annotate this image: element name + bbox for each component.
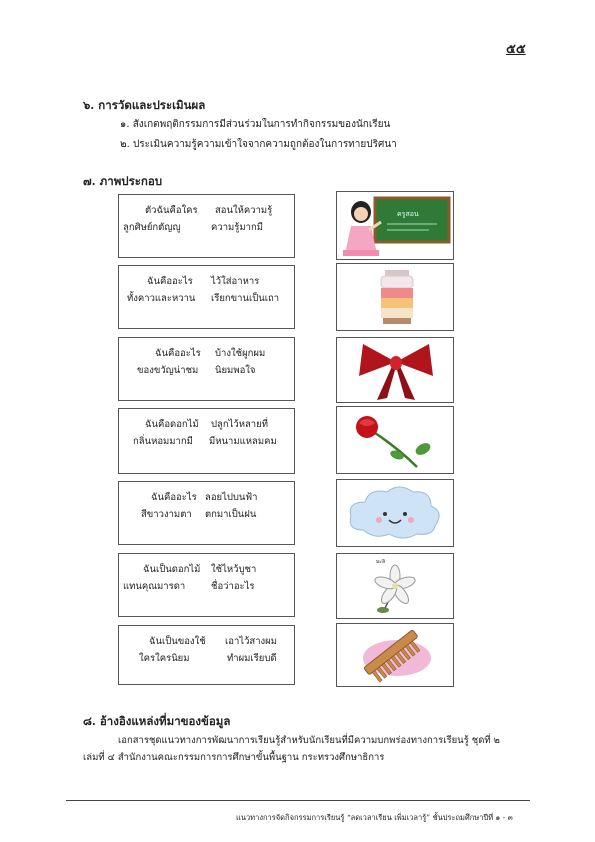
jasmine-flower-icon (337, 554, 454, 619)
picture-box (336, 623, 454, 687)
section8-heading: ๘. อ้างอิงแหล่งที่มาของข้อมูล (83, 714, 231, 728)
riddle-text: ไว้ใส่อาหาร (211, 276, 260, 287)
board-text: ครูสอน (397, 210, 419, 218)
riddle-text: แทนคุณมารดา (123, 581, 186, 592)
riddle-text: เรียกขานเป็นเถา (211, 293, 280, 304)
riddle-text: ความรู้มากมี (211, 222, 263, 233)
riddle-text: สีขาวงามตา (141, 509, 192, 520)
riddle-text: ลอยไปบนฟ้า (205, 492, 258, 503)
red-rose-icon (337, 407, 454, 474)
section7-heading: ๗. ภาพประกอบ (83, 174, 163, 188)
riddle-text: ฉันคืออะไร (155, 348, 201, 359)
riddle-box (118, 553, 295, 617)
riddle-text: ฉันคือดอกไม้ (145, 419, 199, 430)
riddle-text: ฉันคืออะไร (147, 276, 193, 287)
section8-line-1: เอกสารชุดแนวทางการพัฒนาการเรียนรู้สำหรับนักเรียนที่มีความบกพร่องทางการเรียนรู้ ชุดที่ ๒ (118, 735, 500, 746)
section8-line-2: เล่มที่ ๔ สำนักงานคณะกรรมการการศึกษาขั้นพื้นฐาน กระทรวงศึกษาธิการ (83, 752, 385, 763)
riddle-text: สอนให้ความรู้ (215, 205, 273, 216)
riddle-text: บ้างใช้ผูกผม (215, 348, 266, 359)
riddle-box (118, 481, 295, 545)
riddle-text: ทั้งคาวและหวาน (127, 293, 196, 304)
riddle-text: ฉันคืออะไร (151, 492, 197, 503)
riddle-text: กลิ่นหอมมากมี (133, 436, 193, 447)
riddle-box (118, 625, 295, 685)
riddle-text: ฉันเป็นดอกไม้ (143, 564, 201, 575)
riddle-text: ใช้ไหว้บูชา (211, 564, 257, 575)
picture-box (336, 553, 454, 619)
picture-box (336, 337, 454, 403)
section6-item-1: ๑. สังเกตพฤติกรรมการมีส่วนร่วมในการทำกิจกรรมของนักเรียน (120, 119, 391, 130)
picture-box (336, 406, 454, 474)
riddle-text: ฉันเป็นของใช้ (149, 636, 206, 647)
footer-rule (66, 800, 530, 801)
picture-box (336, 191, 454, 260)
smiling-cloud-icon (337, 480, 454, 547)
food-carrier-icon (337, 264, 454, 331)
comb-icon (337, 624, 454, 687)
page-number: ๕๕ (506, 42, 526, 57)
riddle-text: ตกมาเป็นฝน (205, 509, 257, 520)
riddle-text: ตัวฉันคือใคร (145, 205, 198, 216)
page-footer: แนวทางการจัดกิจกรรมการเรียนรู้ “ลดเวลาเรียน เพิ่มเวลารู้” ชั้นประถมศึกษาปีที่ ๑ - ๓ (236, 813, 513, 822)
riddle-box (118, 265, 295, 329)
section6-item-2: ๒. ประเมินความรู้ความเข้าใจจากความถูกต้องในการทายปริศนา (120, 139, 397, 150)
riddle-text: ลูกศิษย์กตัญญู (123, 222, 181, 233)
riddle-box (118, 408, 295, 474)
section6-heading: ๖. การวัดและประเมินผล (83, 98, 206, 112)
red-ribbon-bow-icon (337, 338, 454, 403)
riddle-box (118, 337, 295, 401)
riddle-text: ของขวัญน่าชม (137, 365, 199, 376)
riddle-text: มีหนามแหลมคม (209, 436, 277, 447)
riddle-text: ทำผมเรียบดี (227, 653, 277, 664)
riddle-text: ใครใครนิยม (139, 653, 190, 664)
picture-caption: มะลิ (376, 559, 386, 565)
picture-box (336, 263, 454, 331)
riddle-text: นิยมพอใจ (215, 365, 256, 376)
riddle-text: ชื่อว่าอะไร (211, 581, 255, 592)
picture-box (336, 479, 454, 547)
riddle-text: เอาไว้สางผม (225, 636, 277, 647)
teacher-at-blackboard-icon (337, 192, 454, 260)
riddle-box (118, 194, 295, 258)
riddle-text: ปลูกไว้หลายที่ (211, 419, 268, 430)
